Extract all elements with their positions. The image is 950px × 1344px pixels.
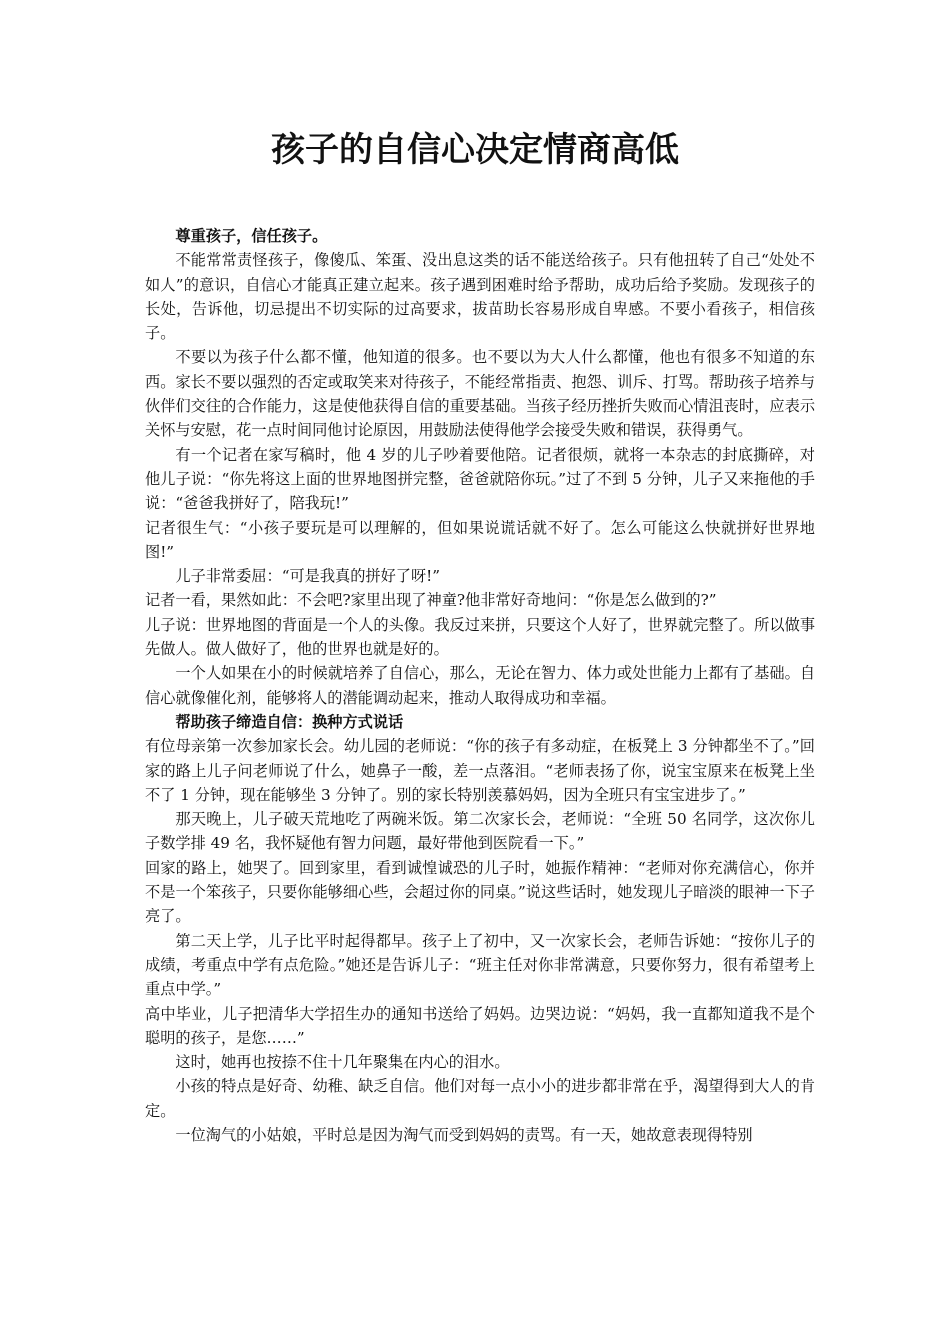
paragraph: 有位母亲第一次参加家长会。幼儿园的老师说：“你的孩子有多动症，在板凳上 3 分钟都坐不了。”回家的路上儿子问老师说了什么，她鼻子一酸，差一点落泪。“老师表扬了你，说宝宝原来在板凳上坐不了 1 分钟，现在能够坐 3 分钟了。别的家长特别羡慕妈妈，因为全班只有宝宝进步了。” bbox=[145, 737, 815, 804]
paragraph: 那天晚上，儿子破天荒地吃了两碗米饭。第二次家长会，老师说：“全班 50 名同学，这次你儿子数学排 49 名，我怀疑他有智力问题，最好带他到医院看一下。” bbox=[145, 810, 815, 853]
paragraph: 不要以为孩子什么都不懂，他知道的很多。也不要以为大人什么都懂，他也有很多不知道的东西。家长不要以强烈的否定或取笑来对待孩子，不能经常指责、抱怨、训斥、打骂。帮助孩子培养与伙伴们交往的合作能力，这是使他获得自信的重要基础。当孩子经历挫折失败而心情沮丧时，应表示关怀与安慰，花一点时间同他讨论原因，用鼓励法使得他学会接受失败和错误，获得勇气。 bbox=[145, 348, 815, 440]
paragraph: 有一个记者在家写稿时，他 4 岁的儿子吵着要他陪。记者很烦，就将一本杂志的封底撕碎，对他儿子说：“你先将这上面的世界地图拼完整，爸爸就陪你玩。”过了不到 5 分钟，儿子又来拖他的手说：“爸爸我拼好了，陪我玩!” bbox=[145, 445, 815, 513]
paragraph: 第二天上学，儿子比平时起得都早。孩子上了初中，又一次家长会，老师告诉她：“按你儿子的成绩，考重点中学有点危险。”她还是告诉儿子：“班主任对你非常满意，只要你努力，很有希望考上重点中学。” bbox=[145, 931, 815, 999]
paragraph: 记者很生气：“小孩子要玩是可以理解的，但如果说谎话就不好了。怎么可能这么快就拼好世界地图!” bbox=[145, 518, 815, 561]
paragraph: 小孩的特点是好奇、幼稚、缺乏自信。他们对每一点小小的进步都非常在乎，渴望得到大人的肯定。 bbox=[145, 1077, 815, 1120]
paragraph: 儿子非常委屈：“可是我真的拼好了呀!” bbox=[175, 567, 441, 586]
paragraph: 尊重孩子，信任孩子。 bbox=[175, 227, 328, 245]
paragraph: 一位淘气的小姑娘，平时总是因为淘气而受到妈妈的责骂。有一天，她故意表现得特别 bbox=[175, 1125, 753, 1144]
document-title: 孩子的自信心决定情商高低 bbox=[271, 130, 679, 170]
paragraph: 一个人如果在小的时候就培养了自信心，那么，无论在智力、体力或处世能力上都有了基础。自信心就像催化剂，能够将人的潜能调动起来，推动人取得成功和幸福。 bbox=[145, 664, 815, 707]
paragraph: 这时，她再也按捺不住十几年聚集在内心的泪水。 bbox=[175, 1053, 510, 1072]
paragraph: 帮助孩子缔造自信：换种方式说话 bbox=[175, 712, 404, 731]
paragraph: 不能常常责怪孩子，像傻瓜、笨蛋、没出息这类的话不能送给孩子。只有他扭转了自己“处处不如人”的意识，自信心才能真正建立起来。孩子遇到困难时给予帮助，成功后给予奖励。发现孩子的长处，告诉他，切忌提出不切实际的过高要求，拔苗助长容易形成自卑感。不要小看孩子，相信孩子。 bbox=[145, 251, 815, 343]
paragraph: 儿子说：世界地图的背面是一个人的头像。我反过来拼，只要这个人好了，世界就完整了。所以做事先做人。做人做好了，他的世界也就是好的。 bbox=[145, 615, 815, 659]
paragraph: 回家的路上，她哭了。回到家里，看到诚惶诚恐的儿子时，她振作精神：“老师对你充满信心，你并不是一个笨孩子，只要你能够细心些，会超过你的同桌。”说这些话时，她发现儿子暗淡的眼神一下子亮了。 bbox=[145, 858, 815, 926]
document-body bbox=[145, 224, 815, 1147]
paragraph: 高中毕业，儿子把清华大学招生办的通知书送给了妈妈。边哭边说：“妈妈，我一直都知道我不是个聪明的孩子，是您……” bbox=[145, 1004, 815, 1047]
paragraph: 记者一看，果然如此：不会吧?家里出现了神童?他非常好奇地问：“你是怎么做到的?” bbox=[145, 591, 717, 610]
